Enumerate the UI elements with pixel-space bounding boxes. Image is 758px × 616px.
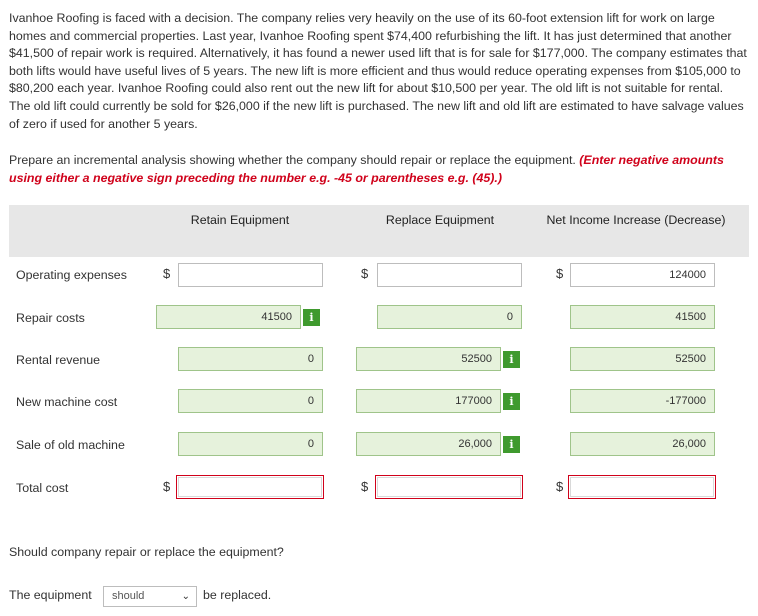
dollar-sign: $ (361, 266, 369, 281)
input-total-net[interactable] (568, 475, 716, 499)
input-total-replace[interactable] (375, 475, 523, 499)
row-label-sale-old-machine: Sale of old machine (16, 438, 125, 452)
row-label-rental-revenue: Rental revenue (16, 353, 101, 367)
answer-suffix: be replaced. (203, 588, 272, 602)
input-sale-net[interactable]: 26,000 (570, 432, 715, 456)
input-sale-retain[interactable]: 0 (178, 432, 323, 456)
input-repair-retain[interactable]: 41500 (156, 305, 301, 329)
input-operating-retain[interactable] (178, 263, 323, 287)
should-select[interactable] (103, 586, 197, 607)
input-sale-replace[interactable]: 26,000 (356, 432, 501, 456)
input-newmachine-replace[interactable]: 177000 (356, 389, 501, 413)
select-value: should (112, 590, 145, 602)
chevron-down-icon: ⌄ (181, 591, 190, 602)
dollar-sign: $ (361, 479, 369, 494)
header-retain: Retain Equipment (190, 213, 290, 227)
dollar-sign: $ (163, 266, 171, 281)
input-rental-retain[interactable]: 0 (178, 347, 323, 371)
info-icon[interactable]: i (503, 436, 520, 453)
input-newmachine-retain[interactable]: 0 (178, 389, 323, 413)
dollar-sign: $ (556, 479, 564, 494)
input-operating-net[interactable]: 124000 (570, 263, 715, 287)
row-label-total-cost: Total cost (16, 481, 69, 495)
header-net: Net Income Increase (Decrease) (546, 213, 726, 227)
dollar-sign: $ (163, 479, 171, 494)
row-label-repair-costs: Repair costs (16, 311, 85, 325)
input-rental-replace[interactable]: 52500 (356, 347, 501, 371)
info-icon[interactable]: i (303, 309, 320, 326)
instructions-main: Prepare an incremental analysis showing whether the company should repair or replace the equipment. (9, 153, 580, 167)
question-text: Should company repair or replace the equipment? (9, 545, 284, 559)
instructions-note: (Enter negative amounts using either a negative sign preceding the number e.g. -45 or parentheses e.g. (45).) (9, 153, 724, 185)
info-icon[interactable]: i (503, 351, 520, 368)
problem-text: Ivanhoe Roofing is faced with a decision. The company relies very heavily on the use of its 60-foot extension lift for work on large homes and commercial properties. Last year, Ivanhoe Roofing spent $74,400 refurbishing the lift. It has just determined that another $41,500 of repair work is required. Alternatively, it has found a newer used lift that is for sale for $177,000. The company estimates that both lifts would have useful lives of 5 years. The new lift is more efficient and thus would reduce operating expenses from $105,000 to $80,200 each year. Ivanhoe Roofing could also rent out the new lift for about $10,500 per year. The old lift is not suitable for rental. The old lift could currently be sold for $26,000 if the new lift is purchased. The new lift and old lift are estimated to have salvage values of zero if used for another 5 years. (9, 11, 747, 131)
info-icon[interactable]: i (503, 393, 520, 410)
answer-prefix: The equipment (9, 588, 92, 602)
input-newmachine-net[interactable]: -177000 (570, 389, 715, 413)
input-rental-net[interactable]: 52500 (570, 347, 715, 371)
row-label-operating-expenses: Operating expenses (16, 268, 127, 282)
input-repair-net[interactable]: 41500 (570, 305, 715, 329)
header-replace: Replace Equipment (385, 213, 495, 227)
input-operating-replace[interactable] (377, 263, 522, 287)
dollar-sign: $ (556, 266, 564, 281)
input-total-retain[interactable] (176, 475, 324, 499)
row-label-new-machine-cost: New machine cost (16, 395, 118, 409)
instructions (9, 152, 749, 187)
input-repair-replace[interactable]: 0 (377, 305, 522, 329)
